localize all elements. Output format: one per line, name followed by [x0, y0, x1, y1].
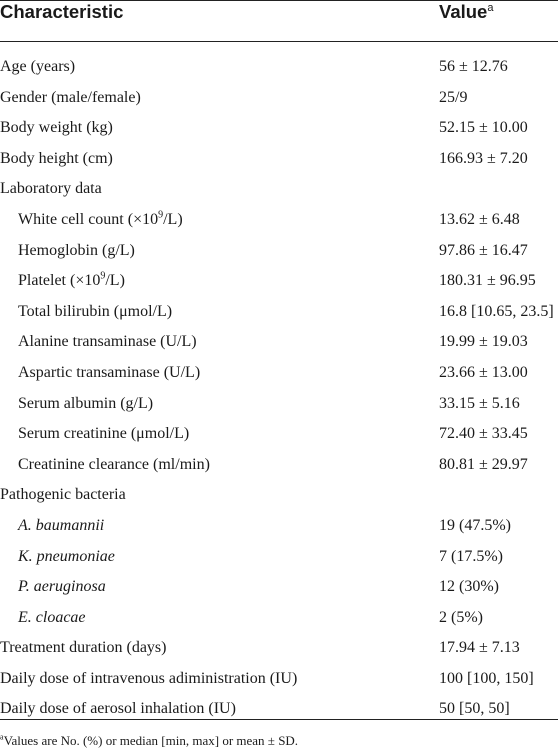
- table-header: [0, 0, 558, 42]
- row-value: 33.15 ± 5.16: [439, 394, 520, 412]
- row-value: 80.81 ± 29.97: [439, 455, 528, 473]
- table-row: [0, 205, 558, 236]
- section-label: Laboratory data: [0, 180, 102, 198]
- row-value: 56 ± 12.76: [439, 58, 508, 75]
- table-row: [0, 694, 558, 725]
- table-row: [0, 664, 558, 695]
- table-footnote: [0, 733, 298, 748]
- row-value: 12 (30%): [439, 578, 499, 596]
- row-value: 23.66 ± 13.00: [439, 363, 528, 381]
- table-row: [0, 83, 558, 114]
- row-value: 166.93 ± 7.20: [439, 149, 528, 167]
- row-value: 17.94 ± 7.13: [439, 639, 520, 657]
- row-value: 7 (17.5%): [439, 547, 503, 565]
- section-row-laboratory-data: [0, 174, 558, 205]
- row-label: [18, 266, 125, 296]
- table-row: [0, 52, 558, 83]
- row-label-exponent: 9: [100, 270, 106, 282]
- row-label: Serum creatinine (μmol/L): [18, 425, 190, 443]
- row-label: [18, 205, 183, 235]
- row-value: 19 (47.5%): [439, 516, 511, 534]
- table-row: [0, 603, 558, 634]
- row-value: 13.62 ± 6.48: [439, 210, 520, 228]
- table-row: [0, 297, 558, 328]
- row-label: P. aeruginosa: [18, 578, 106, 596]
- table-row: [0, 113, 558, 144]
- row-value: 19.99 ± 19.03: [439, 333, 528, 351]
- table-row: [0, 450, 558, 481]
- footnote-text: Values are No. (%) or median [min, max] or mean ± SD.: [3, 733, 299, 748]
- row-value: 100 [100, 150]: [439, 669, 534, 687]
- section-row-pathogenic-bacteria: [0, 480, 558, 511]
- table-row: [0, 542, 558, 573]
- table-row: [0, 144, 558, 175]
- row-value: 16.8 [10.65, 23.5]: [439, 302, 554, 320]
- row-label: Body height (cm): [0, 149, 113, 167]
- row-value: 97.86 ± 16.47: [439, 241, 528, 259]
- row-value: 25/9: [439, 88, 468, 106]
- table-row: [0, 511, 558, 542]
- row-value: 72.40 ± 33.45: [439, 425, 528, 443]
- row-label: Gender (male/female): [0, 88, 141, 106]
- table-row: [0, 327, 558, 358]
- table-row: [0, 572, 558, 603]
- row-label: Daily dose of aerosol inhalation (IU): [0, 700, 236, 718]
- row-label: Serum albumin (g/L): [18, 394, 154, 412]
- row-label-text: White cell count (×10: [18, 210, 159, 228]
- table-row: [0, 389, 558, 420]
- row-label: Total bilirubin (μmol/L): [18, 302, 173, 320]
- row-label: Daily dose of intravenous adiministration (IU): [0, 669, 298, 687]
- section-label: Pathogenic bacteria: [0, 486, 126, 504]
- header-characteristic: Characteristic: [0, 1, 124, 22]
- header-value: [439, 1, 493, 23]
- row-label: Creatinine clearance (ml/min): [18, 455, 210, 473]
- header-value-label: Value: [439, 1, 488, 22]
- table-body: [0, 52, 558, 725]
- row-value: 2 (5%): [439, 608, 483, 626]
- row-value: 52.15 ± 10.00: [439, 119, 528, 137]
- row-label-unit: /L): [163, 210, 183, 228]
- row-label: Treatment duration (days): [0, 639, 167, 657]
- header-value-note-marker: a: [487, 1, 494, 14]
- row-label-text: Platelet (×10: [18, 272, 101, 290]
- row-label: Alanine transaminase (U/L): [18, 333, 197, 351]
- row-label: Age (years): [0, 58, 76, 75]
- footnote-marker: a: [0, 732, 4, 742]
- row-label: E. cloacae: [18, 608, 86, 626]
- row-label-exponent: 9: [158, 209, 164, 221]
- table-row: [0, 633, 558, 664]
- row-label-unit: /L): [105, 272, 125, 290]
- row-label: Hemoglobin (g/L): [18, 241, 135, 259]
- row-label: A. baumannii: [18, 516, 105, 534]
- row-label: Body weight (kg): [0, 119, 113, 137]
- row-value: 50 [50, 50]: [439, 700, 510, 718]
- table-row: [0, 358, 558, 389]
- row-label: Aspartic transaminase (U/L): [18, 363, 201, 381]
- row-value: 180.31 ± 96.95: [439, 272, 536, 290]
- table-row: [0, 419, 558, 450]
- table-row: [0, 266, 558, 297]
- row-label: K. pneumoniae: [18, 547, 115, 565]
- table-row: [0, 236, 558, 267]
- table-bottom-rule: [0, 719, 558, 720]
